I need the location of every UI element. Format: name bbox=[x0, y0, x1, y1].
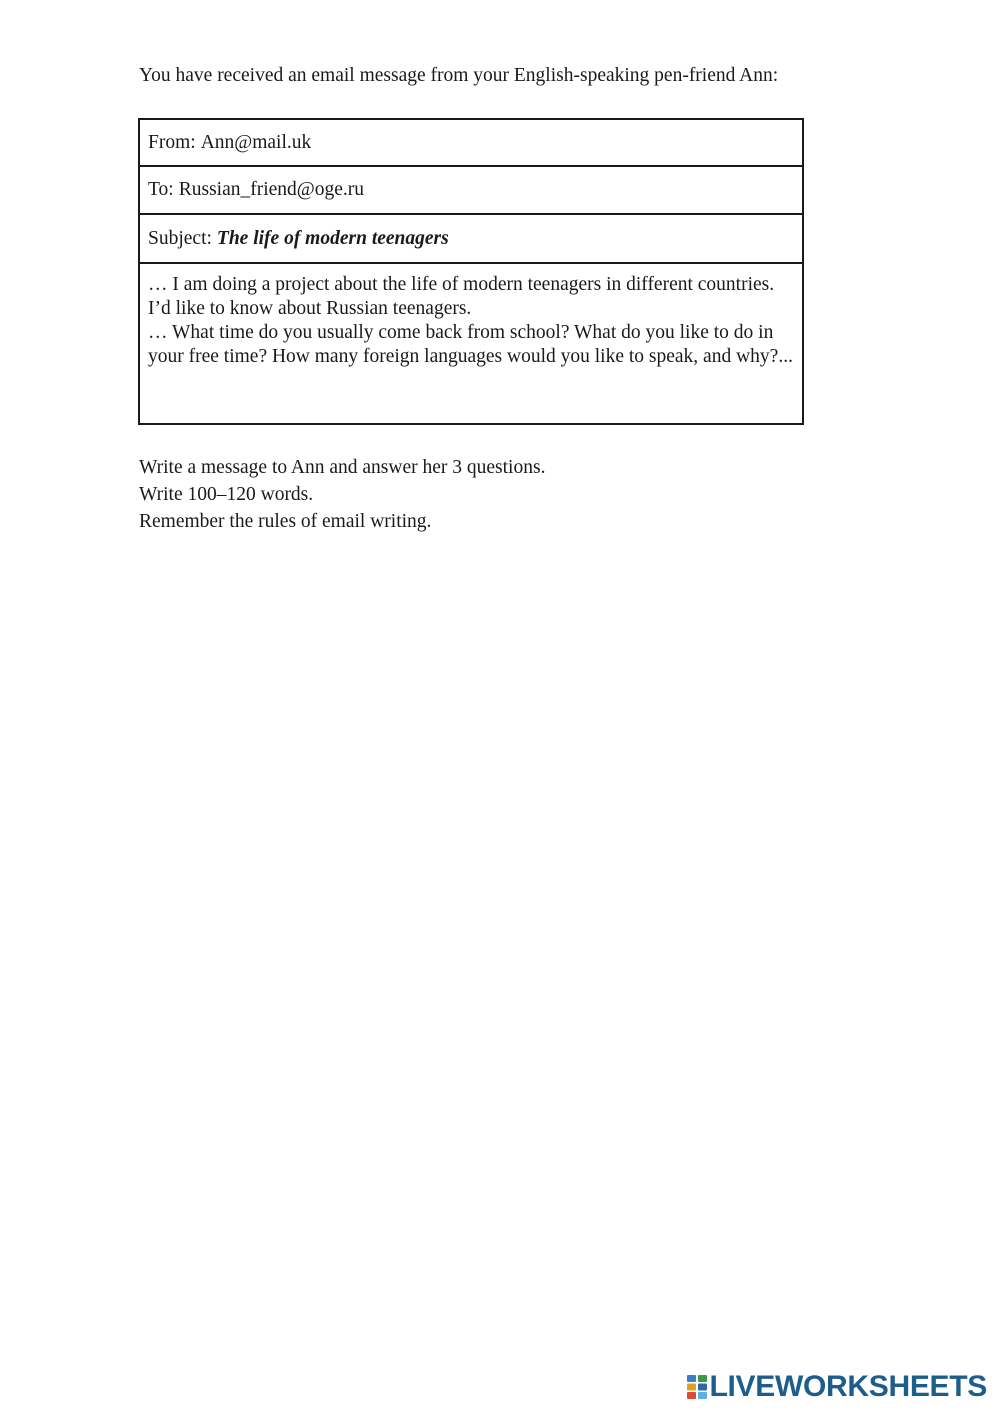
email-body-paragraph: … I am doing a project about the life of modern teenagers in different countries. I’d like to know about Russian teenagers. bbox=[148, 274, 775, 319]
email-message-table bbox=[138, 118, 804, 425]
task-instructions bbox=[139, 454, 545, 535]
email-body bbox=[140, 264, 802, 423]
brand-name: LIVEWORKSHEETS bbox=[709, 1370, 987, 1403]
from-value: Ann@mail.uk bbox=[200, 131, 312, 153]
from-label: From: bbox=[148, 131, 196, 153]
task-intro: You have received an email message from your English-speaking pen-friend Ann: bbox=[139, 65, 779, 86]
instruction-line: Remember the rules of email writing. bbox=[139, 511, 432, 532]
liveworksheets-brand bbox=[687, 1372, 988, 1402]
subject-label: Subject: bbox=[148, 227, 212, 249]
to-value: Russian_friend@oge.ru bbox=[178, 179, 365, 200]
email-subject-row bbox=[140, 215, 802, 264]
liveworksheets-logo-icon bbox=[687, 1375, 707, 1399]
email-to-row bbox=[140, 167, 802, 215]
email-body-paragraph: … What time do you usually come back from school? What do you like to do in your free time? How many foreign languages would you like to speak, and why?... bbox=[148, 322, 793, 367]
instruction-line: Write a message to Ann and answer her 3 questions. bbox=[139, 457, 546, 478]
email-from-row bbox=[140, 120, 802, 167]
subject-value: The life of modern teenagers bbox=[216, 227, 449, 249]
to-label: To: bbox=[148, 179, 174, 200]
instruction-line: Write 100–120 words. bbox=[139, 484, 314, 505]
